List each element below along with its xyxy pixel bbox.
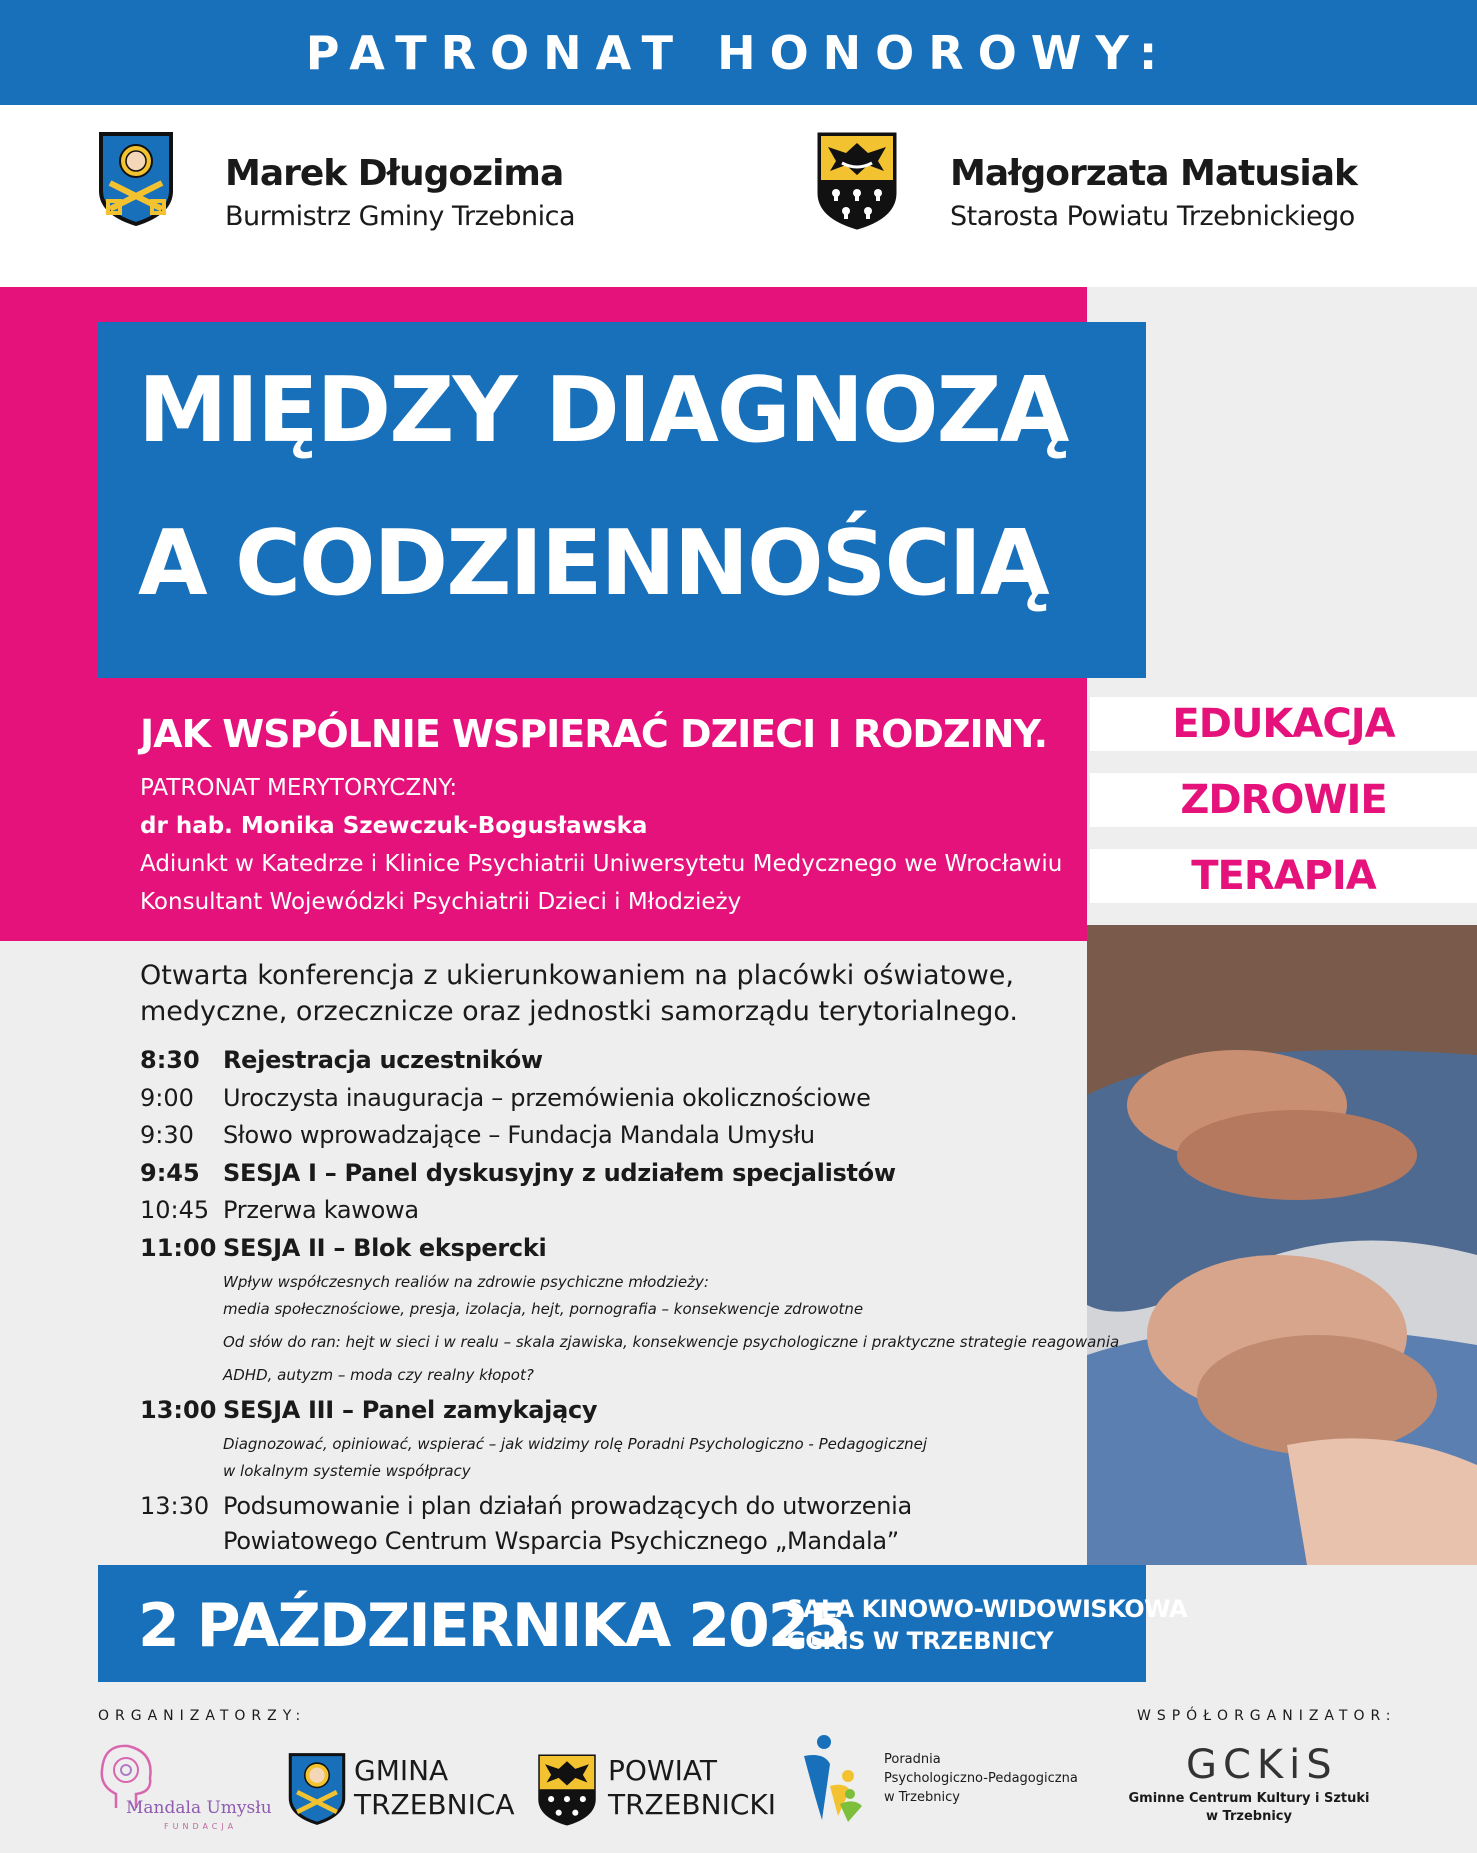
gckis-logo: GCKiS — [1186, 1742, 1338, 1788]
patron-2-role: Starosta Powiatu Trzebnickiego — [950, 201, 1355, 232]
gmina-logo-line-1: GMINA — [354, 1754, 449, 1787]
schedule-item: Przerwa kawowa — [223, 1196, 419, 1224]
powiat-trzebnicki-coat-of-arms-icon — [816, 131, 898, 231]
schedule-time: 9:30 — [140, 1121, 194, 1149]
merit-patronage-label: PATRONAT MERYTORYCZNY: — [140, 775, 458, 801]
event-venue-line-2: GCKiS W TRZEBNICY — [786, 1627, 1054, 1655]
powiat-logo-line-1: POWIAT — [608, 1754, 717, 1787]
schedule-time: 8:30 — [140, 1046, 200, 1074]
tag-education: EDUKACJA — [1090, 697, 1477, 751]
schedule-time: 13:30 — [140, 1492, 210, 1520]
event-date-box — [98, 1565, 1188, 1682]
poradnia-line-2: Psychologiczno-Pedagogiczna — [884, 1771, 1078, 1786]
poradnia-line-3: w Trzebnicy — [884, 1790, 960, 1805]
gckis-line-1: Gminne Centrum Kultury i Sztuki — [1128, 1791, 1370, 1806]
gckis-line-2: w Trzebnicy — [1206, 1809, 1292, 1824]
tag-therapy: TERAPIA — [1090, 849, 1477, 903]
mandala-name: Mandala Umysłu — [126, 1798, 272, 1818]
honorary-patronage-heading: PATRONAT HONOROWY: — [305, 25, 1172, 80]
merit-patron-role-1: Adiunkt w Katedrze i Klinice Psychiatrii Uniwersytetu Medycznego we Wrocławiu — [140, 851, 1063, 877]
event-venue-line-1: SALA KINOWO-WIDOWISKOWA — [786, 1595, 1188, 1623]
session-2-note: Od słów do ran: hejt w sieci i w realu – skala zjawiska, konsekwencje psychologiczne i praktyczne strategie reagowania — [223, 1333, 1120, 1351]
poradnia-figures-icon — [800, 1734, 866, 1824]
conference-intro — [140, 958, 1070, 1030]
top-banner — [0, 0, 1477, 105]
supportive-hands-photo — [1087, 925, 1477, 1565]
poradnia-line-1: Poradnia — [884, 1752, 941, 1767]
schedule-item: SESJA I – Panel dyskusyjny z udziałem specjalistów — [223, 1159, 896, 1187]
event-date: 2 PAŹDZIERNIKA 2025 — [138, 1591, 848, 1661]
intro-line-2: medyczne, orzecznicze oraz jednostki samorządu terytorialnego. — [140, 996, 1018, 1027]
session-2-note: media społecznościowe, presja, izolacja, hejt, pornografia – konsekwencje zdrowotne — [223, 1300, 864, 1318]
schedule-time: 13:00 — [140, 1396, 217, 1424]
schedule-item: SESJA III – Panel zamykający — [223, 1396, 598, 1424]
mandala-sub: FUNDACJA — [164, 1822, 238, 1831]
gmina-logo-line-2: TRZEBNICA — [354, 1788, 515, 1821]
merit-patron-name: dr hab. Monika Szewczuk-Bogusławska — [140, 813, 648, 839]
schedule-item: Słowo wprowadzające – Fundacja Mandala Umysłu — [223, 1121, 815, 1149]
powiat-logo-line-2: TRZEBNICKI — [608, 1788, 777, 1821]
schedule-item: Uroczysta inauguracja – przemówienia okolicznościowe — [223, 1084, 871, 1112]
schedule-time: 9:00 — [140, 1084, 194, 1112]
session-3-note: w lokalnym systemie współpracy — [223, 1462, 471, 1480]
schedule-time: 10:45 — [140, 1196, 210, 1224]
patron-2-name: Małgorzata Matusiak — [950, 153, 1357, 194]
schedule-item: Podsumowanie i plan działań prowadzących do utworzenia — [223, 1492, 912, 1520]
schedule-time: 11:00 — [140, 1234, 217, 1262]
schedule-item: Rejestracja uczestników — [223, 1046, 543, 1074]
honorary-patrons-strip — [0, 105, 1477, 287]
patron-1-role: Burmistrz Gminy Trzebnica — [225, 201, 576, 232]
schedule-item: SESJA II – Blok ekspercki — [223, 1234, 547, 1262]
gmina-trzebnica-coat-of-arms-icon — [98, 131, 174, 227]
gmina-trzebnica-logo-icon — [288, 1752, 346, 1826]
title-box — [98, 322, 1146, 678]
session-2-note: ADHD, autyzm – moda czy realny kłopot? — [223, 1366, 534, 1384]
merit-patron-role-2: Konsultant Wojewódzki Psychiatrii Dzieci i Młodzieży — [140, 889, 742, 915]
title-line-2: A CODZIENNOŚCIĄ — [138, 511, 1048, 616]
patron-1-name: Marek Długozima — [225, 153, 564, 194]
session-2-note: Wpływ współczesnych realiów na zdrowie psychiczne młodzieży: — [223, 1273, 709, 1291]
coorganizer-label: WSPÓŁORGANIZATOR: — [1137, 1708, 1397, 1724]
subtitle: JAK WSPÓLNIE WSPIERAĆ DZIECI I RODZINY. — [140, 712, 1048, 756]
poradnia-logo-text — [884, 1750, 1078, 1807]
mandala-umyslu-logo — [96, 1738, 272, 1838]
schedule-time: 9:45 — [140, 1159, 200, 1187]
powiat-trzebnicki-logo-icon — [536, 1752, 598, 1828]
session-3-note: Diagnozować, opiniować, wspierać – jak widzimy rolę Poradni Psychologiczno - Pedagogicznej — [223, 1435, 927, 1453]
organizers-label: ORGANIZATORZY: — [98, 1708, 307, 1724]
schedule-item-continued: Powiatowego Centrum Wsparcia Psychicznego „Mandala” — [223, 1527, 899, 1555]
intro-line-1: Otwarta konferencja z ukierunkowaniem na placówki oświatowe, — [140, 960, 1014, 991]
title-line-1: MIĘDZY DIAGNOZĄ — [138, 358, 1068, 463]
gckis-logo-text — [1104, 1790, 1394, 1826]
tag-health: ZDROWIE — [1090, 773, 1477, 827]
